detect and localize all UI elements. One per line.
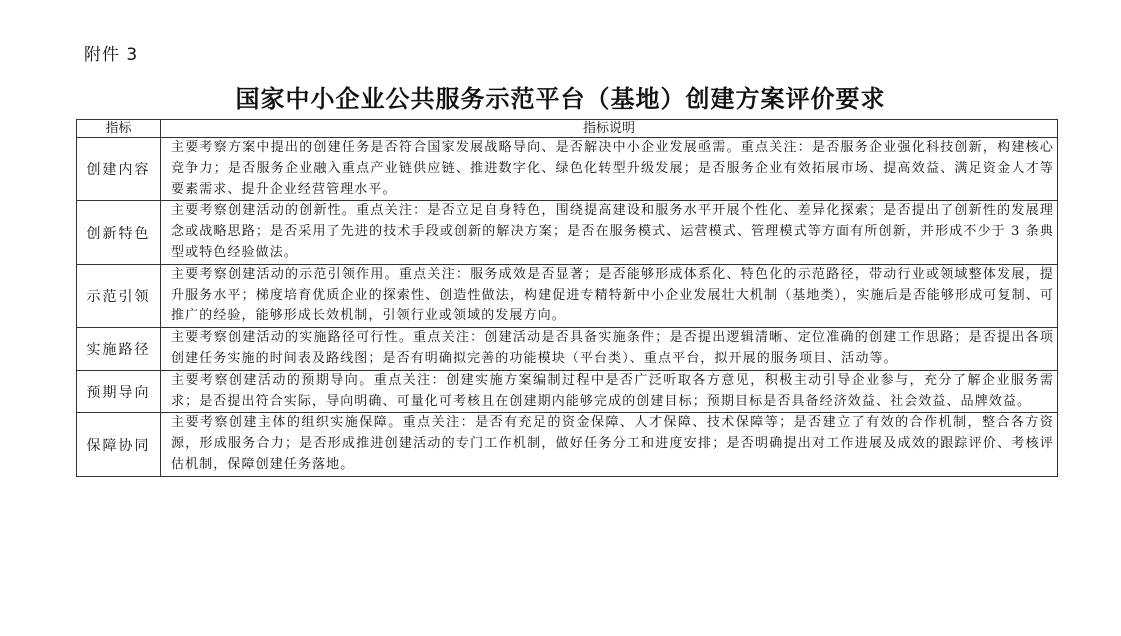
- indicator-cell: 创新特色: [77, 201, 161, 264]
- description-cell: 主要考察创建主体的组织实施保障。重点关注：是否有充足的资金保障、人才保障、技术保障等；是否建立了有效的合作机制，整合各方资源，形成服务合力；是否形成推进创建活动的专门工作机制，做好任务分工和进度安排；是否明确提出对工作进展及成效的跟踪评价、考核评估机制，保障创建任务落地。: [161, 413, 1058, 476]
- indicator-cell: 创建内容: [77, 138, 161, 201]
- attachment-label: 附件 3: [84, 45, 139, 65]
- evaluation-table: [76, 119, 1058, 477]
- table-row: [77, 413, 1058, 476]
- description-cell: 主要考察创建活动的实施路径可行性。重点关注：创建活动是否具备实施条件；是否提出逻辑清晰、定位准确的创建工作思路；是否提出各项创建任务实施的时间表及路线图；是否有明确拟完善的功能模块（平台类）、重点平台，拟开展的服务项目、活动等。: [161, 328, 1058, 371]
- indicator-cell: 保障协同: [77, 413, 161, 476]
- table-row: [77, 138, 1058, 201]
- table-header-row: [77, 120, 1058, 138]
- header-description: 指标说明: [161, 120, 1058, 138]
- table-row: [77, 264, 1058, 327]
- description-cell: 主要考察创建活动的创新性。重点关注：是否立足自身特色，围绕提高建设和服务水平开展个性化、差异化探索；是否提出了创新性的发展理念或战略思路；是否采用了先进的技术手段或创新的解决方案；是否在服务模式、运营模式、管理模式等方面有所创新，并形成不少于 3 条典型或特色经验做法。: [161, 201, 1058, 264]
- description-cell: 主要考察创建活动的示范引领作用。重点关注：服务成效是否显著；是否能够形成体系化、特色化的示范路径，带动行业或领域整体发展，提升服务水平；梯度培育优质企业的探索性、创造性做法，构建促进专精特新中小企业发展壮大机制（基地类），实施后是否能够形成可复制、可推广的经验，能够形成长效机制，引领行业或领域的发展方向。: [161, 264, 1058, 327]
- header-indicator: 指标: [77, 120, 161, 138]
- table-row: [77, 328, 1058, 371]
- document-title: 国家中小企业公共服务示范平台（基地）创建方案评价要求: [235, 84, 886, 113]
- indicator-cell: 预期导向: [77, 370, 161, 413]
- indicator-cell: 实施路径: [77, 328, 161, 371]
- description-cell: 主要考察创建活动的预期导向。重点关注：创建实施方案编制过程中是否广泛听取各方意见，积极主动引导企业参与，充分了解企业服务需求；是否提出符合实际，导向明确、可量化可考核且在创建期内能够完成的创建目标；预期目标是否具备经济效益、社会效益、品牌效益。: [161, 370, 1058, 413]
- table-row: [77, 201, 1058, 264]
- indicator-cell: 示范引领: [77, 264, 161, 327]
- description-cell: 主要考察方案中提出的创建任务是否符合国家发展战略导向、是否解决中小企业发展亟需。重点关注：是否服务企业强化科技创新，构建核心竞争力；是否服务企业融入重点产业链供应链、推进数字化、绿色化转型升级发展；是否服务企业有效拓展市场、提高效益、满足资金人才等要素需求、提升企业经营管理水平。: [161, 138, 1058, 201]
- table-row: [77, 370, 1058, 413]
